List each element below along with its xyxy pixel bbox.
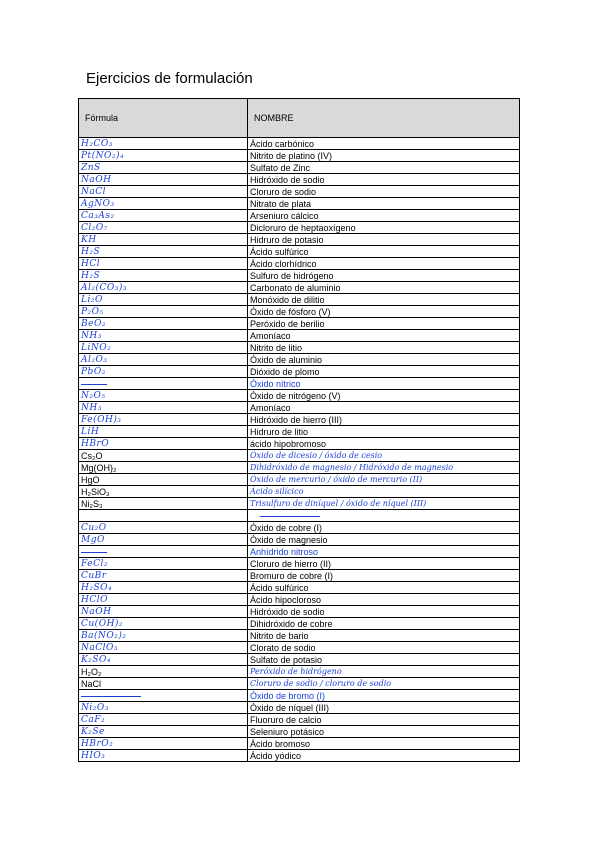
- printed-name: Seleniuro potásico: [250, 726, 325, 737]
- handwritten-formula: BeO₂: [81, 319, 106, 329]
- table-row: [79, 486, 520, 498]
- page-title: Ejercicios de formulación: [86, 70, 253, 87]
- name-cell: [248, 690, 520, 702]
- name-cell: [248, 438, 520, 450]
- printed-name: Óxido de níquel (III): [250, 702, 330, 713]
- printed-name: Clorato de sodio: [250, 642, 316, 653]
- printed-name: Cloruro de sodio: [250, 186, 317, 197]
- table-row: [79, 558, 520, 570]
- name-cell: [248, 402, 520, 414]
- formula-cell: [79, 282, 248, 294]
- printed-name: Hidróxido de sodio: [250, 174, 325, 185]
- handwritten-name: Ácido silícico: [250, 487, 304, 496]
- table-row: [79, 630, 520, 642]
- formula-cell: [79, 582, 248, 594]
- handwritten-formula: H₂SO₄: [81, 583, 113, 593]
- formula-cell: [79, 162, 248, 174]
- name-cell: [248, 174, 520, 186]
- formula-cell: [79, 750, 248, 762]
- name-cell: [248, 246, 520, 258]
- table-row: [79, 606, 520, 618]
- formula-cell: [79, 246, 248, 258]
- name-cell: [248, 594, 520, 606]
- table-row: [79, 450, 520, 462]
- table-row: [79, 282, 520, 294]
- name-cell: [248, 462, 520, 474]
- handwritten-formula: HBrO: [81, 439, 110, 449]
- name-cell: [248, 186, 520, 198]
- table-row: [79, 642, 520, 654]
- formula-cell: [79, 294, 248, 306]
- name-cell: [248, 342, 520, 354]
- table-row: [79, 474, 520, 486]
- formula-cell: [79, 594, 248, 606]
- table-row: [79, 414, 520, 426]
- formula-cell: [79, 138, 248, 150]
- name-cell: [248, 378, 520, 390]
- formula-cell: [79, 222, 248, 234]
- formula-cell: [79, 330, 248, 342]
- handwritten-formula: HCl: [81, 259, 101, 269]
- overwritten-name: Óxido nítrico: [250, 378, 301, 389]
- formula-cell: [79, 414, 248, 426]
- table-row: [79, 366, 520, 378]
- printed-name: Nitrito de litio: [250, 342, 303, 353]
- table-row: [79, 666, 520, 678]
- header-formula: Fórmula: [79, 99, 248, 138]
- name-cell: [248, 258, 520, 270]
- name-cell: [248, 642, 520, 654]
- name-cell: [248, 354, 520, 366]
- formula-cell: [79, 498, 248, 510]
- table-row: [79, 162, 520, 174]
- formula-cell: [79, 270, 248, 282]
- printed-name: Sulfuro de hidrógeno: [250, 270, 334, 281]
- table-row: [79, 330, 520, 342]
- formula-cell: [79, 462, 248, 474]
- name-cell: [248, 654, 520, 666]
- table-row: [79, 150, 520, 162]
- handwritten-formula: H₂S: [81, 271, 101, 281]
- handwritten-formula: NaCl: [81, 187, 107, 197]
- handwritten-formula: CaF₂: [81, 715, 106, 725]
- table-row: [79, 306, 520, 318]
- handwritten-formula: NaOH: [81, 175, 112, 185]
- name-cell: [248, 270, 520, 282]
- handwritten-formula: MgO: [81, 535, 105, 545]
- handwritten-formula: HClO: [81, 595, 108, 605]
- formula-cell: [79, 210, 248, 222]
- printed-name: Óxido de nitrógeno (V): [250, 390, 341, 401]
- formula-cell: [79, 522, 248, 534]
- handwritten-formula: Al₂O₃: [81, 355, 108, 365]
- printed-name: Hidróxido de sodio: [250, 606, 325, 617]
- name-cell: [248, 582, 520, 594]
- table-row: [79, 198, 520, 210]
- handwritten-formula: Cu₂O: [81, 523, 107, 533]
- printed-name: Ácido carbónico: [250, 138, 315, 149]
- table-row: [79, 246, 520, 258]
- table-row: [79, 546, 520, 558]
- header-nombre: NOMBRE: [248, 99, 520, 138]
- name-cell: [248, 618, 520, 630]
- table-row: [79, 726, 520, 738]
- table-row: [79, 402, 520, 414]
- handwritten-formula: Ba(NO₂)₂: [81, 631, 127, 641]
- printed-formula: H₂SiO₃: [81, 486, 110, 497]
- name-cell: [248, 714, 520, 726]
- printed-name: Dióxido de plomo: [250, 366, 320, 377]
- printed-name: Hidróxido de hierro (III): [250, 414, 343, 425]
- printed-name: Hidruro de litio: [250, 426, 309, 437]
- handwritten-formula: Ca₃As₂: [81, 211, 115, 221]
- printed-name: Ácido sulfúrico: [250, 246, 309, 257]
- handwritten-dash: [81, 552, 107, 553]
- table-row: [79, 174, 520, 186]
- name-cell: [248, 318, 520, 330]
- formula-cell: [79, 678, 248, 690]
- formula-cell: [79, 354, 248, 366]
- handwritten-dash: [260, 516, 320, 517]
- name-cell: [248, 234, 520, 246]
- formula-cell: [79, 486, 248, 498]
- formula-cell: [79, 402, 248, 414]
- handwritten-formula: HBrO₂: [81, 739, 114, 749]
- formula-cell: [79, 366, 248, 378]
- printed-name: Óxido de fósforo (V): [250, 306, 331, 317]
- printed-formula: Cs₂O: [81, 450, 103, 461]
- handwritten-formula: Cu(OH)₂: [81, 619, 124, 629]
- name-cell: [248, 294, 520, 306]
- name-cell: [248, 414, 520, 426]
- table-row: [79, 426, 520, 438]
- table-row: [79, 258, 520, 270]
- formula-cell: [79, 306, 248, 318]
- printed-name: Nitrito de platino (IV): [250, 150, 333, 161]
- printed-formula: HgO: [81, 474, 100, 485]
- handwritten-formula: LiNO₂: [81, 343, 112, 353]
- table-row: [79, 678, 520, 690]
- handwritten-name: Óxido de dicesio / óxido de cesio: [250, 451, 383, 460]
- handwritten-formula: NH₃: [81, 403, 102, 413]
- handwritten-formula: NaClO₃: [81, 643, 118, 653]
- printed-name: Ácido bromoso: [250, 738, 311, 749]
- table-row: [79, 534, 520, 546]
- printed-name: Cloruro de hierro (II): [250, 558, 332, 569]
- table-row: [79, 378, 520, 390]
- name-cell: [248, 498, 520, 510]
- handwritten-formula: AgNO₃: [81, 199, 115, 209]
- formula-cell: [79, 666, 248, 678]
- printed-name: Monóxido de dilitio: [250, 294, 325, 305]
- formula-cell: [79, 738, 248, 750]
- printed-name: Dicloruro de heptaoxígeno: [250, 222, 356, 233]
- formula-cell: [79, 426, 248, 438]
- handwritten-name: Óxido de mercurio / óxido de mercurio (II): [250, 475, 423, 484]
- name-cell: [248, 522, 520, 534]
- printed-name: Ácido hipocloroso: [250, 594, 322, 605]
- formula-cell: [79, 630, 248, 642]
- printed-name: Ácido sulfúrico: [250, 582, 309, 593]
- name-cell: [248, 726, 520, 738]
- table-row: [79, 510, 520, 522]
- name-cell: [248, 366, 520, 378]
- formula-cell: [79, 198, 248, 210]
- handwritten-formula: N₂O₅: [81, 391, 106, 401]
- name-cell: [248, 306, 520, 318]
- name-cell: [248, 162, 520, 174]
- printed-name: Ácido yódico: [250, 750, 302, 761]
- name-cell: [248, 390, 520, 402]
- table-row: [79, 654, 520, 666]
- formula-cell: [79, 690, 248, 702]
- name-cell: [248, 450, 520, 462]
- name-cell: [248, 702, 520, 714]
- table-row: [79, 222, 520, 234]
- formula-cell: [79, 390, 248, 402]
- printed-name: Óxido de aluminio: [250, 354, 323, 365]
- name-cell: [248, 486, 520, 498]
- overwritten-name: Anhídrido nitroso: [250, 546, 319, 557]
- printed-formula: NaCl: [81, 678, 102, 689]
- handwritten-name: Cloruro de sodio / cloruro de sodio: [250, 679, 392, 688]
- table-header-row: [79, 99, 520, 138]
- formula-cell: [79, 438, 248, 450]
- handwritten-formula: H₂S: [81, 247, 101, 257]
- handwritten-formula: HIO₃: [81, 751, 106, 761]
- table-row: [79, 750, 520, 762]
- table-row: [79, 294, 520, 306]
- name-cell: [248, 282, 520, 294]
- name-cell: [248, 510, 520, 522]
- formula-cell: [79, 570, 248, 582]
- table-row: [79, 714, 520, 726]
- name-cell: [248, 558, 520, 570]
- table-row: [79, 234, 520, 246]
- table-row: [79, 342, 520, 354]
- handwritten-formula: CuBr: [81, 571, 107, 581]
- printed-name: ácido hipobromoso: [250, 438, 327, 449]
- handwritten-formula: P₂O₅: [81, 307, 104, 317]
- formula-cell: [79, 234, 248, 246]
- formula-cell: [79, 474, 248, 486]
- handwritten-formula: FeCl₂: [81, 559, 108, 569]
- table-row: [79, 270, 520, 282]
- formula-cell: [79, 174, 248, 186]
- name-cell: [248, 534, 520, 546]
- handwritten-formula: K₂SO₄: [81, 655, 111, 665]
- name-cell: [248, 678, 520, 690]
- table-row: [79, 738, 520, 750]
- handwritten-formula: NH₃: [81, 331, 102, 341]
- formulation-table: [78, 98, 520, 762]
- name-cell: [248, 606, 520, 618]
- formula-cell: [79, 642, 248, 654]
- name-cell: [248, 330, 520, 342]
- printed-name: Óxido de magnesio: [250, 534, 328, 545]
- formula-cell: [79, 534, 248, 546]
- printed-name: Peróxido de berilio: [250, 318, 325, 329]
- name-cell: [248, 198, 520, 210]
- printed-formula: Ni₂S₃: [81, 498, 103, 509]
- name-cell: [248, 426, 520, 438]
- handwritten-name: Peróxido de hidrógeno: [250, 667, 342, 676]
- name-cell: [248, 750, 520, 762]
- name-cell: [248, 138, 520, 150]
- table-row: [79, 186, 520, 198]
- formula-cell: [79, 186, 248, 198]
- formula-cell: [79, 318, 248, 330]
- table-row: [79, 498, 520, 510]
- overwritten-name: Óxido de bromo (I): [250, 690, 326, 701]
- printed-name: Bromuro de cobre (I): [250, 570, 334, 581]
- table-row: [79, 582, 520, 594]
- table-row: [79, 570, 520, 582]
- printed-name: Fluoruro de calcio: [250, 714, 322, 725]
- printed-name: Amoníaco: [250, 402, 291, 413]
- handwritten-formula: Pt(NO₂)₄: [81, 151, 125, 161]
- printed-formula: Mg(OH)₂: [81, 462, 117, 473]
- printed-name: Dihidróxido de cobre: [250, 618, 333, 629]
- table-row: [79, 618, 520, 630]
- printed-name: Arseniuro cálcico: [250, 210, 319, 221]
- printed-name: Nitrato de plata: [250, 198, 312, 209]
- handwritten-formula: Ni₂O₃: [81, 703, 109, 713]
- formula-cell: [79, 702, 248, 714]
- formula-cell: [79, 342, 248, 354]
- table-row: [79, 390, 520, 402]
- printed-name: Nitrito de bario: [250, 630, 309, 641]
- name-cell: [248, 630, 520, 642]
- table-row: [79, 318, 520, 330]
- name-cell: [248, 210, 520, 222]
- table-row: [79, 138, 520, 150]
- formula-cell: [79, 618, 248, 630]
- handwritten-formula: Li₂O: [81, 295, 103, 305]
- name-cell: [248, 474, 520, 486]
- handwritten-formula: LiH: [81, 427, 100, 437]
- printed-name: Hidruro de potasio: [250, 234, 324, 245]
- handwritten-formula: Cl₂O₇: [81, 223, 108, 233]
- printed-name: Óxido de cobre (I): [250, 522, 323, 533]
- formula-cell: [79, 714, 248, 726]
- printed-name: Sulfato de potasio: [250, 654, 323, 665]
- handwritten-name: Trisulfuro de diníquel / óxido de níquel (III): [250, 499, 427, 508]
- name-cell: [248, 150, 520, 162]
- printed-name: Sulfato de Zinc: [250, 162, 311, 173]
- name-cell: [248, 546, 520, 558]
- table-row: [79, 438, 520, 450]
- table-row: [79, 594, 520, 606]
- handwritten-formula: K₂Se: [81, 727, 105, 737]
- handwritten-name: Dihidróxido de magnesio / Hidróxido de magnesio: [250, 463, 454, 472]
- formula-cell: [79, 606, 248, 618]
- name-cell: [248, 222, 520, 234]
- formula-cell: [79, 558, 248, 570]
- handwritten-formula: NaOH: [81, 607, 112, 617]
- printed-name: Carbonato de aluminio: [250, 282, 341, 293]
- formula-cell: [79, 510, 248, 522]
- table-row: [79, 690, 520, 702]
- formula-cell: [79, 258, 248, 270]
- handwritten-formula: Fe(OH)₃: [81, 415, 122, 425]
- handwritten-dash: [81, 384, 107, 385]
- table-row: [79, 462, 520, 474]
- formula-cell: [79, 546, 248, 558]
- formula-cell: [79, 378, 248, 390]
- handwritten-formula: ZnS: [81, 163, 101, 173]
- printed-formula: H₂O₂: [81, 666, 102, 677]
- formula-cell: [79, 450, 248, 462]
- formula-cell: [79, 654, 248, 666]
- formula-cell: [79, 726, 248, 738]
- name-cell: [248, 570, 520, 582]
- table-row: [79, 702, 520, 714]
- handwritten-formula: KH: [81, 235, 97, 245]
- printed-name: Amoníaco: [250, 330, 291, 341]
- handwritten-formula: H₂CO₃: [81, 139, 113, 149]
- handwritten-dash: [81, 696, 141, 697]
- formula-cell: [79, 150, 248, 162]
- table-row: [79, 354, 520, 366]
- handwritten-formula: Al₂(CO₃)₃: [81, 283, 127, 293]
- handwritten-formula: PbO₂: [81, 367, 106, 377]
- printed-name: Ácido clorhídrico: [250, 258, 317, 269]
- table-row: [79, 210, 520, 222]
- name-cell: [248, 666, 520, 678]
- table-row: [79, 522, 520, 534]
- name-cell: [248, 738, 520, 750]
